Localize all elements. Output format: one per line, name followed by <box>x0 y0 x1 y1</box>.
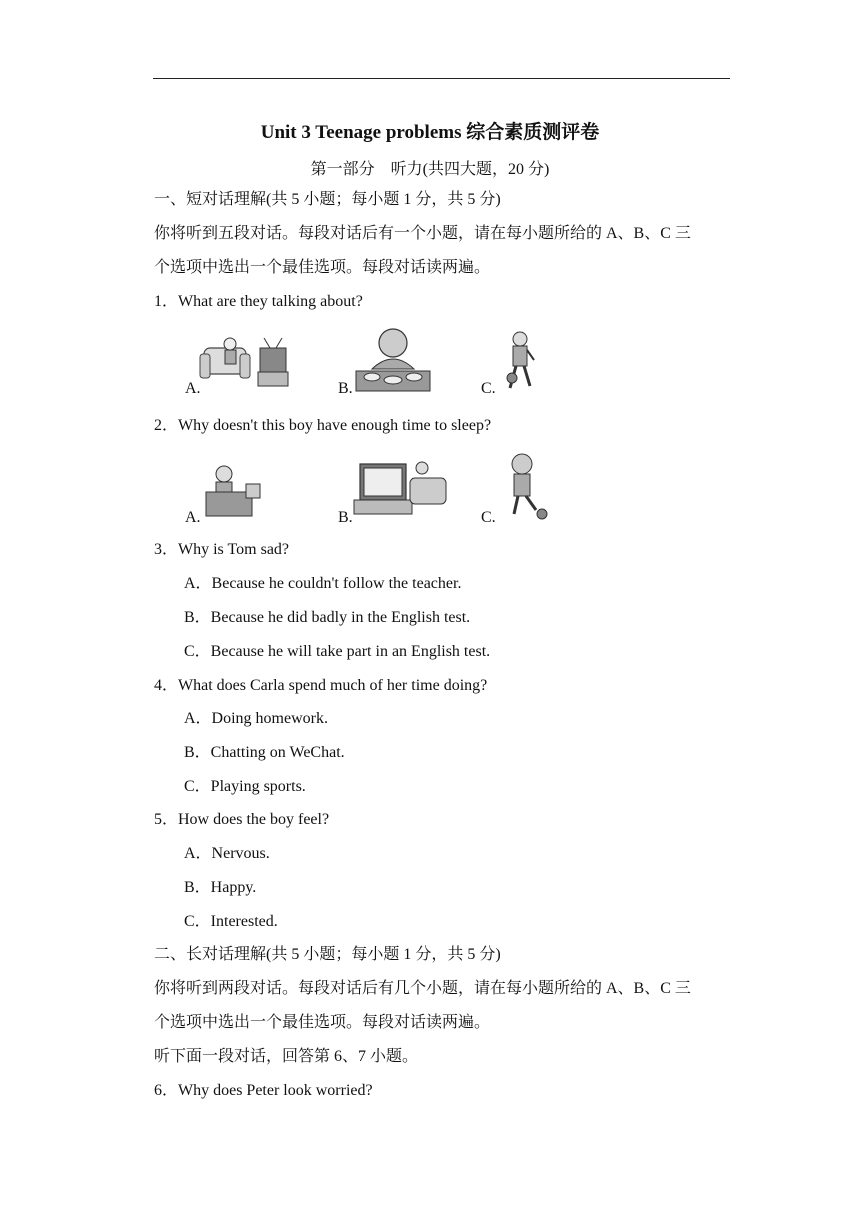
q2-option-a-label: A. <box>185 509 201 526</box>
q3-option-c: C．Because he will take part in an English test. <box>184 643 491 660</box>
q2-option-b-label: B. <box>338 509 353 526</box>
q1-option-a-label: A. <box>185 380 201 397</box>
q1-picture-b-eating-food <box>352 325 434 395</box>
question-2-stem: 2．Why doesn't this boy have enough time to sleep? <box>154 417 492 434</box>
q1-option-c-label: C. <box>481 380 496 397</box>
q2-picture-b-watching-tv <box>352 456 452 518</box>
question-5-stem: 5．How does the boy feel? <box>154 811 330 828</box>
section2-instruction-2: 个选项中选出一个最佳选项。每段对话读两遍。 <box>154 1014 491 1031</box>
page-title: Unit 3 Teenage problems 综合素质测评卷 <box>260 122 600 143</box>
q4-option-c: C．Playing sports. <box>184 778 306 795</box>
section2-instruction-1: 你将听到两段对话。每段对话后有几个小题，请在每小题所给的 A、B、C 三 <box>154 980 691 997</box>
q2-picture-c-playing-football <box>500 452 552 522</box>
top-rule <box>153 78 730 79</box>
q1-picture-c-playing-basketball <box>500 330 540 398</box>
question-4-stem: 4．What does Carla spend much of her time doing? <box>154 677 488 694</box>
q1-option-b-label: B. <box>338 380 353 397</box>
section1-heading: 一、短对话理解(共 5 小题；每小题 1 分，共 5 分) <box>154 191 501 208</box>
part-heading: 第一部分 听力(共四大题，20 分) <box>310 161 550 178</box>
q4-option-a: A．Doing homework. <box>184 710 328 727</box>
question-1-stem: 1．What are they talking about? <box>154 293 363 310</box>
question-3-stem: 3．Why is Tom sad? <box>154 541 290 558</box>
q2-option-c-label: C. <box>481 509 496 526</box>
section2-heading: 二、长对话理解(共 5 小题；每小题 1 分，共 5 分) <box>154 946 501 963</box>
question-6-stem: 6．Why does Peter look worried? <box>154 1082 373 1099</box>
q4-option-b: B．Chatting on WeChat. <box>184 744 345 761</box>
q3-option-a: A．Because he couldn't follow the teacher. <box>184 575 462 592</box>
section1-instruction-2: 个选项中选出一个最佳选项。每段对话读两遍。 <box>154 259 491 276</box>
q2-picture-a-at-desk <box>202 462 264 520</box>
q1-picture-a-watching-tv <box>198 330 293 392</box>
section1-instruction-1: 你将听到五段对话。每段对话后有一个小题，请在每小题所给的 A、B、C 三 <box>154 225 691 242</box>
q5-option-b: B．Happy. <box>184 879 257 896</box>
q5-option-a: A．Nervous. <box>184 845 270 862</box>
q5-option-c: C．Interested. <box>184 913 278 930</box>
section2-instruction-3: 听下面一段对话，回答第 6、7 小题。 <box>154 1048 419 1065</box>
q3-option-b: B．Because he did badly in the English test. <box>184 609 471 626</box>
